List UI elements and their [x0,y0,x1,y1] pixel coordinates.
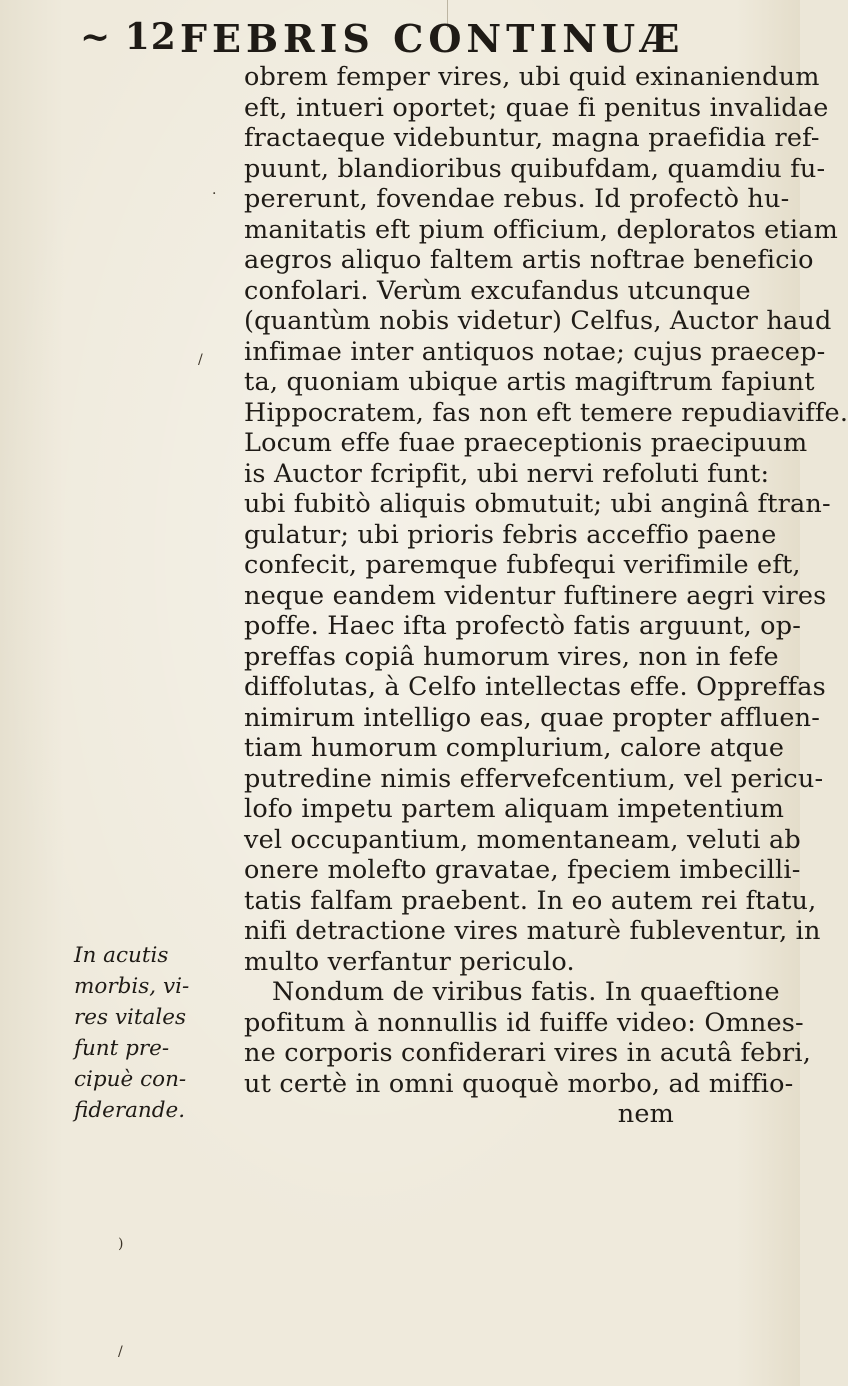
text-line: ubi fubitò aliquis obmutuit; ubi anginâ ftran- [244,489,831,519]
text-line: eft, intueri oportet; quae fi penitus invalidae [244,92,829,123]
margin-note-line: morbis, vi- [74,974,190,999]
margin-note-line: In acutis [74,943,169,968]
text-line: confolari. Verùm excufandus utcunque [244,275,751,306]
ink-speck: / [198,352,203,368]
text-line: putredine nimis effervefcentium, vel pericu- [244,763,824,794]
text-line: aegros aliquo faltem artis noftrae beneficio [244,245,814,275]
page-header [0,14,800,60]
margin-note [74,940,249,1126]
ink-speck: · [212,186,217,202]
text-line: obrem femper vires, ubi quid exinaniendum [244,62,820,92]
text-line: poffe. Haec ifta profectò fatis arguunt, op- [244,611,802,641]
text-line: multo verfantur periculo. [244,946,575,977]
text-line: neque eandem videntur fuftinere aegri vires [244,580,827,611]
text-line: vel occupantium, momentaneam, veluti ab [244,824,801,855]
text-line: manitatis eft pium officium, deploratos etiam [244,214,839,245]
text-line: Locum effe fuae praeceptionis praecipuum [244,428,808,458]
page-number: ~ 12 [80,16,177,58]
main-text-block [244,62,848,1130]
paragraph-start-line: Nondum de viribus fatis. In quaeftione [272,977,780,1007]
text-line: ne corporis confiderari vires in acutâ febri, [244,1038,812,1068]
text-line: pererunt, fovendae rebus. Id profectò hu- [244,184,790,214]
text-line: puunt, blandioribus quibufdam, quamdiu fu- [244,153,826,184]
text-line: tatis falfam praebent. In eo autem rei ftatu, [244,885,817,916]
text-line: infimae inter antiquos notae; cujus praecep- [244,336,826,367]
running-title: FEBRIS CONTINUÆ [180,16,685,61]
margin-note-line: cipuè con- [74,1067,187,1092]
text-line: (quantùm nobis videtur) Celfus, Auctor haud [244,306,832,336]
text-line: tiam humorum complurium, calore atque [244,733,785,763]
text-line: fractaeque videbuntur, magna praefidia ref- [244,123,820,153]
margin-note-line: res vitales [74,1005,186,1030]
text-line: preffas copiâ humorum vires, non in fefe [244,641,779,672]
text-line: is Auctor fcripfit, ubi nervi refoluti funt: [244,458,770,489]
text-line: nimirum intelligo eas, quae propter affluen- [244,702,821,733]
text-line: ut certè in omni quoquè morbo, ad miffio- [244,1068,794,1099]
text-line: onere molefto gravatae, fpeciem imbecilli- [244,855,801,885]
text-line: nifi detractione vires maturè fubleventur, in [244,916,821,946]
ink-speck: ) [118,1236,124,1252]
text-line: gulatur; ubi prioris febris acceffio paene [244,519,777,550]
margin-note-line: fiderande. [74,1098,186,1123]
text-line: Hippocratem, fas non eft temere repudiaviffe. [244,397,848,428]
margin-note-line: funt pre- [74,1036,170,1061]
text-line: diffolutas, à Celfo intellectas effe. Oppreffas [244,672,826,702]
text-line: lofo impetu partem aliquam impetentium [244,794,785,824]
ink-speck: / [118,1344,123,1360]
text-line: ta, quoniam ubique artis magiftrum fapiunt [244,367,815,397]
text-line: confecit, paremque fubfequi verifimile eft, [244,550,801,580]
text-line: pofitum à nonnullis id fuiffe video: Omnes- [244,1007,804,1038]
catchword: nem [617,1099,674,1129]
